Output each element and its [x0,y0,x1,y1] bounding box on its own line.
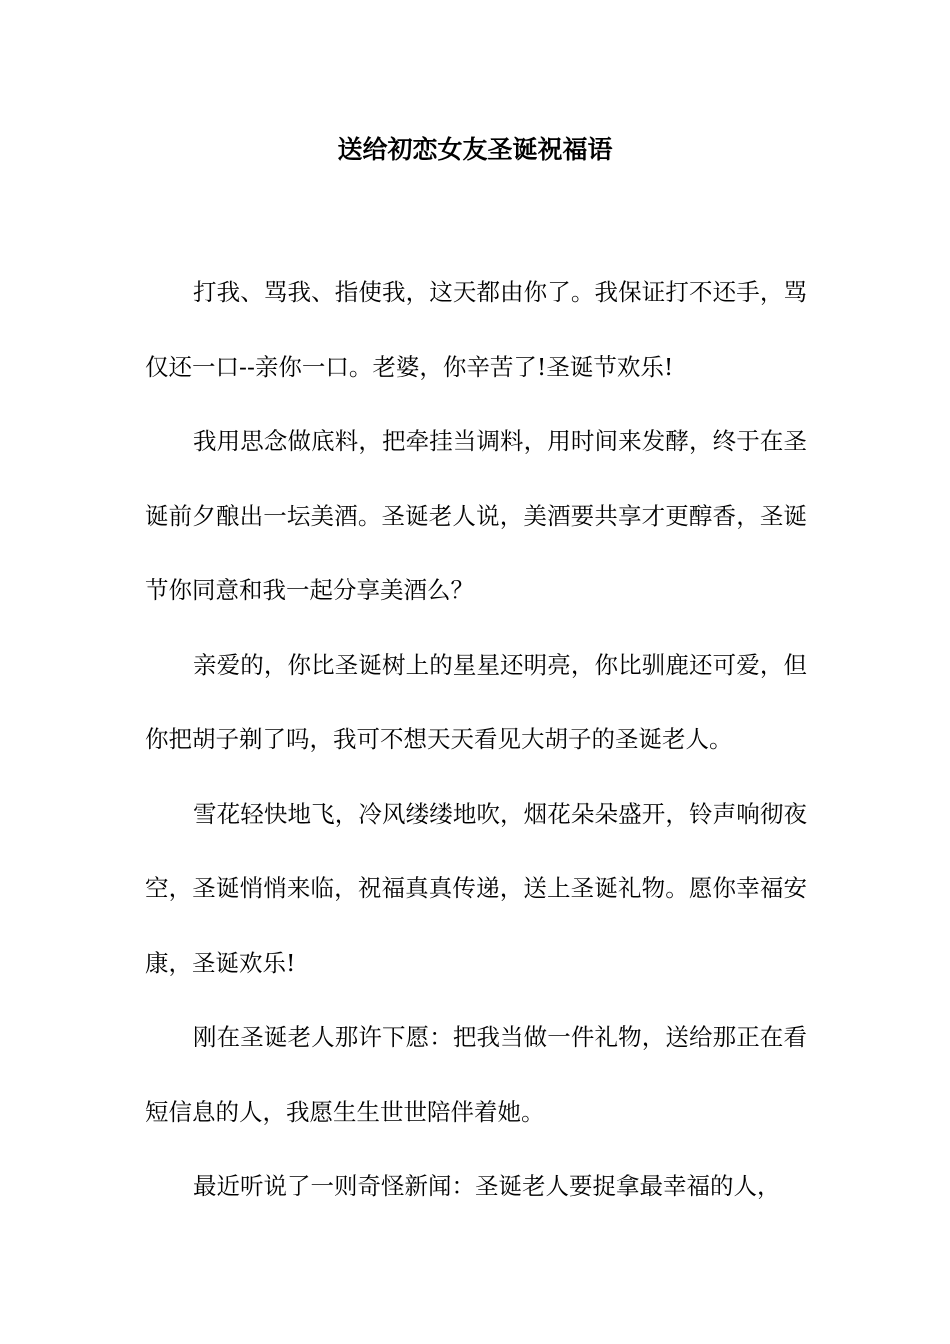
paragraph: 我用思念做底料，把牵挂当调料，用时间来发酵，终于在圣诞前夕酿出一坛美酒。圣诞老人说，美酒要共享才更醇香，圣诞节你同意和我一起分享美酒么？ [145,427,807,604]
document-title: 送给初恋女友圣诞祝福语 [337,135,613,164]
document-body [145,255,807,1224]
paragraph: 亲爱的，你比圣诞树上的星星还明亮，你比驯鹿还可爱，但你把胡子剃了吗，我可不想天天看见大胡子的圣诞老人。 [145,650,807,753]
paragraph: 雪花轻快地飞，冷风缕缕地吹，烟花朵朵盛开，铃声响彻夜空，圣诞悄悄来临，祝福真真传递，送上圣诞礼物。愿你幸福安康，圣诞欢乐! [145,799,807,977]
paragraph: 最近听说了一则奇怪新闻：圣诞老人要捉拿最幸福的人， [193,1172,781,1200]
paragraph: 打我、骂我、指使我，这天都由你了。我保证打不还手，骂仅还一口--亲你一口。老婆，你辛苦了!圣诞节欢乐! [145,278,807,381]
paragraph: 刚在圣诞老人那许下愿：把我当做一件礼物，送给那正在看短信息的人，我愿生生世世陪伴着她。 [145,1023,807,1126]
